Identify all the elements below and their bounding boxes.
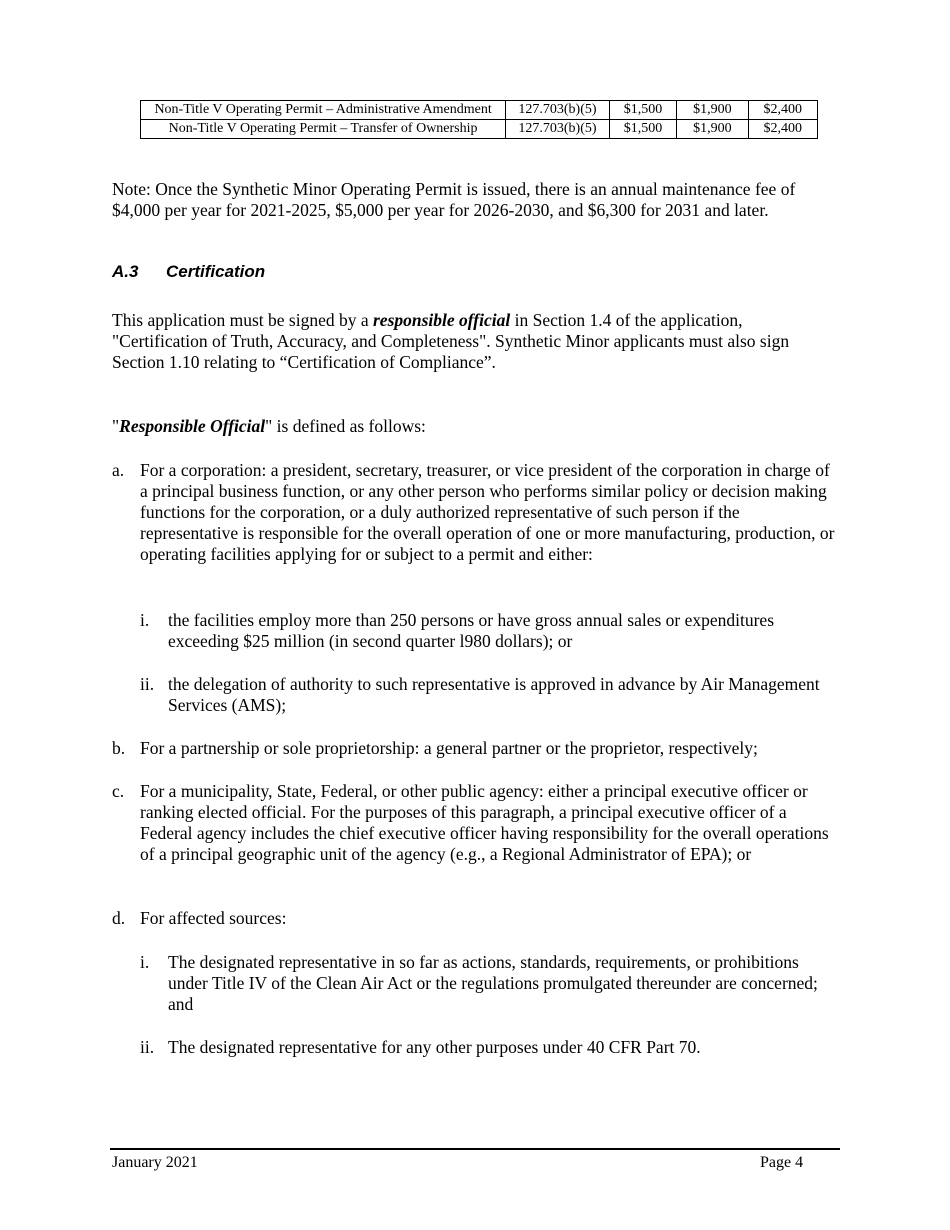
list-item-text: For affected sources: bbox=[140, 908, 287, 928]
list-marker: i. bbox=[140, 952, 150, 972]
list-marker: ii. bbox=[140, 674, 155, 694]
permit-type-cell: Non-Title V Operating Permit – Administrative Amendment bbox=[141, 101, 506, 120]
intro-text: This application must be signed by a bbox=[112, 310, 373, 330]
section-number: A.3 bbox=[112, 262, 139, 281]
fee-cell: $2,400 bbox=[748, 101, 817, 120]
page-number: Page 4 bbox=[760, 1154, 804, 1171]
fee-table bbox=[140, 100, 818, 139]
fee-cell: $2,400 bbox=[748, 120, 817, 139]
list-item-text: The designated representative for any other purposes under 40 CFR Part 70. bbox=[168, 1037, 701, 1057]
list-marker: i. bbox=[140, 610, 150, 630]
table-row bbox=[141, 101, 818, 120]
quote-mark: " bbox=[112, 416, 120, 436]
list-item-text: the facilities employ more than 250 persons or have gross annual sales or expenditures exceeding $25 million (in second quarter l980 dollars); or bbox=[168, 610, 775, 651]
fee-cell: $1,900 bbox=[677, 120, 748, 139]
list-item-text: the delegation of authority to such representative is approved in advance by Air Management Services (AMS); bbox=[168, 674, 820, 715]
maintenance-fee-note: Note: Once the Synthetic Minor Operating Permit is issued, there is an annual maintenance fee of $4,000 per year for 2021-2025, $5,000 per year for 2026-2030, and $6,300 for 2031 and later. bbox=[112, 179, 796, 220]
intro-text: in Section 1.4 of the application, "Certification of Truth, Accuracy, and Completeness". Synthetic Minor applicants must also sign Section 1.10 relating to “Certification of Compliance”. bbox=[112, 310, 790, 372]
list-item-text: For a partnership or sole proprietorship: a general partner or the proprietor, respectively; bbox=[140, 738, 758, 758]
fee-cell: $1,500 bbox=[609, 101, 676, 120]
section-title: Certification bbox=[166, 262, 266, 281]
table-row bbox=[141, 120, 818, 139]
fee-cell: $1,900 bbox=[677, 101, 748, 120]
list-item-text: For a corporation: a president, secretary, treasurer, or vice president of the corporation in charge of a principal business function, or any other person who performs similar policy or decision making functions for the corporation, or a duly authorized representative of such person if the representative is responsible for the overall operation of one or more manufacturing, production, or operating facilities applying for or subject to a permit and either: bbox=[140, 460, 835, 564]
citation-cell: 127.703(b)(5) bbox=[506, 120, 610, 139]
intro-paragraph bbox=[112, 310, 842, 373]
section-heading bbox=[112, 262, 265, 282]
defined-term: Responsible Official bbox=[119, 416, 266, 436]
definition-paragraph bbox=[112, 416, 842, 437]
list-marker: d. bbox=[112, 908, 126, 928]
list-item-text: For a municipality, State, Federal, or other public agency: either a principal executive officer or ranking elected official. For the purposes of this paragraph, a principal executive officer of a Federal agency includes the chief executive officer having responsibility for the overall operations of a principal geographic unit of the agency (e.g., a Regional Administrator of EPA); or bbox=[140, 781, 829, 864]
list-marker: c. bbox=[112, 781, 125, 801]
responsible-official-emphasis: responsible official bbox=[373, 310, 511, 330]
list-item-text: The designated representative in so far as actions, standards, requirements, or prohibitions under Title IV of the Clean Air Act or the regulations promulgated thereunder are concerned; and bbox=[168, 952, 818, 1014]
footer-divider bbox=[110, 1148, 840, 1150]
footer-date: January 2021 bbox=[112, 1154, 198, 1171]
fee-cell: $1,500 bbox=[609, 120, 676, 139]
permit-type-cell: Non-Title V Operating Permit – Transfer of Ownership bbox=[141, 120, 506, 139]
list-marker: ii. bbox=[140, 1037, 155, 1057]
list-marker: b. bbox=[112, 738, 126, 758]
definition-text: " is defined as follows: bbox=[265, 416, 426, 436]
list-marker: a. bbox=[112, 460, 125, 480]
citation-cell: 127.703(b)(5) bbox=[506, 101, 610, 120]
